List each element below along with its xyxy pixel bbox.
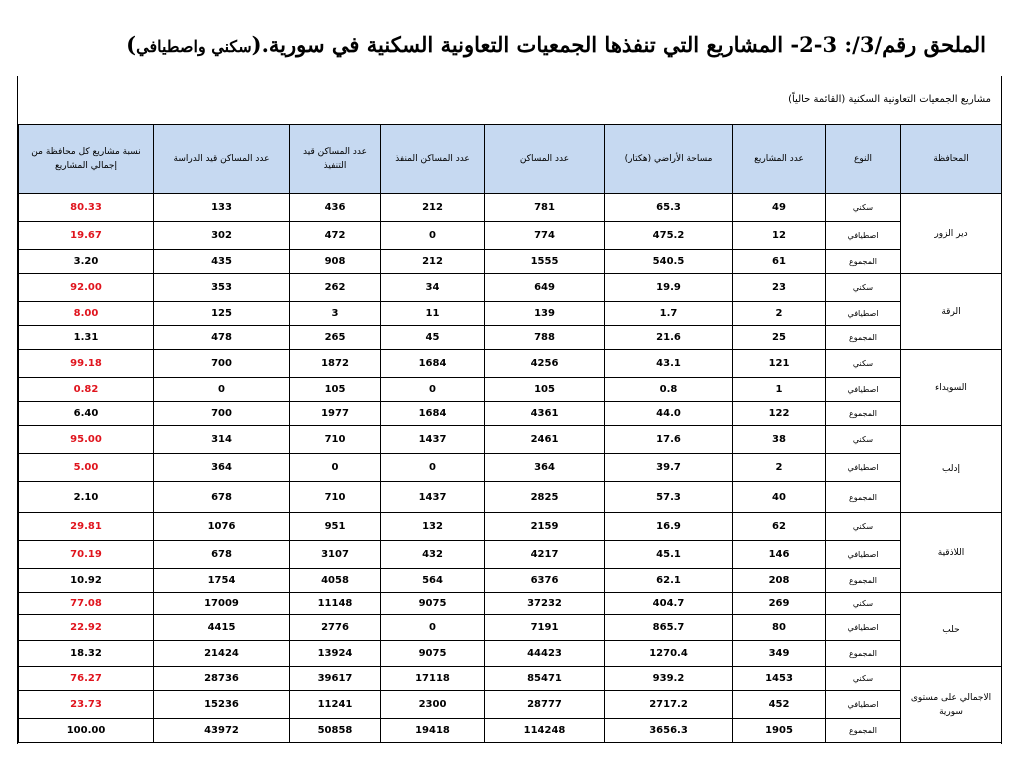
cell-inprog: 0	[290, 454, 381, 482]
cell-area: 1270.4	[605, 641, 733, 667]
cell-done: 17118	[381, 667, 485, 691]
cell-done: 212	[381, 194, 485, 222]
cell-inprog: 4058	[290, 569, 381, 593]
cell-projects: 1453	[733, 667, 826, 691]
header-area: مساحة الأراضي (هكتار)	[605, 125, 733, 194]
cell-percent: 2.10	[19, 482, 154, 513]
cell-projects: 38	[733, 426, 826, 454]
page-title	[26, 32, 986, 57]
cell-area: 43.1	[605, 350, 733, 378]
cell-percent: 76.27	[19, 667, 154, 691]
header-gov: المحافظة	[901, 125, 1002, 194]
cell-homes: 6376	[485, 569, 605, 593]
header-percent: نسبة مشاريع كل محافظة من إجمالي المشاريع	[19, 125, 154, 194]
table-row	[19, 426, 1002, 454]
cell-homes: 85471	[485, 667, 605, 691]
cell-inprog: 472	[290, 222, 381, 250]
cell-done: 0	[381, 454, 485, 482]
cell-percent: 0.82	[19, 378, 154, 402]
cell-area: 57.3	[605, 482, 733, 513]
cell-type: المجموع	[826, 569, 901, 593]
cell-percent: 23.73	[19, 691, 154, 719]
header-projects: عدد المشاريع	[733, 125, 826, 194]
cell-projects: 269	[733, 593, 826, 615]
cell-percent: 3.20	[19, 250, 154, 274]
cell-projects: 2	[733, 302, 826, 326]
cell-done: 564	[381, 569, 485, 593]
table-row	[19, 719, 1002, 743]
cell-percent: 77.08	[19, 593, 154, 615]
cell-type: اصطيافي	[826, 615, 901, 641]
table-row	[19, 378, 1002, 402]
cell-inprog: 105	[290, 378, 381, 402]
header-homes: عدد المساكن	[485, 125, 605, 194]
cell-done: 2300	[381, 691, 485, 719]
cell-inprog: 262	[290, 274, 381, 302]
table-row	[19, 302, 1002, 326]
cell-study: 700	[154, 350, 290, 378]
cell-inprog: 39617	[290, 667, 381, 691]
cell-percent: 18.32	[19, 641, 154, 667]
cell-percent: 8.00	[19, 302, 154, 326]
cell-study: 28736	[154, 667, 290, 691]
cell-homes: 7191	[485, 615, 605, 641]
title-main: الملحق رقم/3/: 3-2- المشاريع التي تنفذها الجمعيات التعاونية السكنية في سورية.(	[251, 32, 986, 57]
cell-type: سكني	[826, 274, 901, 302]
cell-study: 678	[154, 482, 290, 513]
cell-study: 364	[154, 454, 290, 482]
table-row	[19, 402, 1002, 426]
cell-projects: 349	[733, 641, 826, 667]
cell-percent: 10.92	[19, 569, 154, 593]
cell-study: 21424	[154, 641, 290, 667]
cell-homes: 781	[485, 194, 605, 222]
cell-done: 0	[381, 615, 485, 641]
table-row	[19, 350, 1002, 378]
cell-inprog: 908	[290, 250, 381, 274]
cell-projects: 61	[733, 250, 826, 274]
cell-type: اصطيافي	[826, 302, 901, 326]
projects-table	[18, 124, 1002, 743]
cell-inprog: 2776	[290, 615, 381, 641]
cell-projects: 121	[733, 350, 826, 378]
cell-study: 43972	[154, 719, 290, 743]
cell-done: 212	[381, 250, 485, 274]
cell-done: 1684	[381, 402, 485, 426]
cell-type: اصطيافي	[826, 222, 901, 250]
cell-area: 45.1	[605, 541, 733, 569]
cell-area: 939.2	[605, 667, 733, 691]
cell-projects: 80	[733, 615, 826, 641]
cell-percent: 80.33	[19, 194, 154, 222]
cell-study: 0	[154, 378, 290, 402]
cell-homes: 105	[485, 378, 605, 402]
cell-area: 39.7	[605, 454, 733, 482]
cell-area: 865.7	[605, 615, 733, 641]
cell-study: 133	[154, 194, 290, 222]
cell-inprog: 710	[290, 426, 381, 454]
cell-inprog: 1872	[290, 350, 381, 378]
cell-area: 65.3	[605, 194, 733, 222]
cell-homes: 649	[485, 274, 605, 302]
cell-study: 15236	[154, 691, 290, 719]
cell-homes: 1555	[485, 250, 605, 274]
table-row	[19, 222, 1002, 250]
cell-projects: 122	[733, 402, 826, 426]
cell-percent: 95.00	[19, 426, 154, 454]
sheet	[17, 76, 1002, 744]
cell-projects: 208	[733, 569, 826, 593]
cell-study: 302	[154, 222, 290, 250]
table-row	[19, 615, 1002, 641]
cell-done: 0	[381, 378, 485, 402]
cell-done: 1684	[381, 350, 485, 378]
cell-homes: 4217	[485, 541, 605, 569]
cell-study: 700	[154, 402, 290, 426]
table-row	[19, 194, 1002, 222]
cell-type: المجموع	[826, 326, 901, 350]
cell-type: اصطيافي	[826, 454, 901, 482]
cell-type: المجموع	[826, 641, 901, 667]
header-done: عدد المساكن المنفذ	[381, 125, 485, 194]
title-small: سكني واصطيافي	[136, 37, 252, 56]
cell-type: اصطيافي	[826, 691, 901, 719]
cell-projects: 40	[733, 482, 826, 513]
cell-inprog: 265	[290, 326, 381, 350]
cell-type: سكني	[826, 426, 901, 454]
cell-area: 19.9	[605, 274, 733, 302]
cell-homes: 114248	[485, 719, 605, 743]
table-row	[19, 569, 1002, 593]
cell-type: المجموع	[826, 402, 901, 426]
cell-area: 16.9	[605, 513, 733, 541]
table-body	[19, 194, 1002, 743]
cell-percent: 5.00	[19, 454, 154, 482]
cell-percent: 6.40	[19, 402, 154, 426]
cell-percent: 92.00	[19, 274, 154, 302]
cell-type: المجموع	[826, 719, 901, 743]
cell-gov: الرقة	[901, 274, 1002, 350]
cell-done: 19418	[381, 719, 485, 743]
cell-type: سكني	[826, 667, 901, 691]
cell-done: 45	[381, 326, 485, 350]
cell-study: 1076	[154, 513, 290, 541]
table-row	[19, 667, 1002, 691]
cell-study: 353	[154, 274, 290, 302]
cell-area: 540.5	[605, 250, 733, 274]
cell-gov: دير الزور	[901, 194, 1002, 274]
cell-area: 44.0	[605, 402, 733, 426]
cell-done: 11	[381, 302, 485, 326]
cell-area: 2717.2	[605, 691, 733, 719]
cell-done: 9075	[381, 641, 485, 667]
cell-inprog: 1977	[290, 402, 381, 426]
cell-inprog: 11148	[290, 593, 381, 615]
cell-study: 4415	[154, 615, 290, 641]
cell-gov: حلب	[901, 593, 1002, 667]
cell-inprog: 3107	[290, 541, 381, 569]
cell-percent: 70.19	[19, 541, 154, 569]
cell-study: 1754	[154, 569, 290, 593]
table-subtitle: مشاريع الجمعيات التعاونية السكنية (القائمة حالياً)	[788, 94, 991, 105]
cell-gov: اللاذقية	[901, 513, 1002, 593]
table-row	[19, 641, 1002, 667]
cell-homes: 2461	[485, 426, 605, 454]
cell-study: 314	[154, 426, 290, 454]
cell-projects: 452	[733, 691, 826, 719]
cell-done: 132	[381, 513, 485, 541]
cell-percent: 100.00	[19, 719, 154, 743]
cell-homes: 364	[485, 454, 605, 482]
cell-projects: 146	[733, 541, 826, 569]
cell-done: 1437	[381, 426, 485, 454]
cell-inprog: 50858	[290, 719, 381, 743]
cell-percent: 29.81	[19, 513, 154, 541]
cell-percent: 99.18	[19, 350, 154, 378]
table-row	[19, 593, 1002, 615]
cell-area: 1.7	[605, 302, 733, 326]
cell-homes: 139	[485, 302, 605, 326]
cell-projects: 1905	[733, 719, 826, 743]
cell-projects: 49	[733, 194, 826, 222]
table-row	[19, 691, 1002, 719]
cell-homes: 37232	[485, 593, 605, 615]
cell-homes: 2825	[485, 482, 605, 513]
cell-projects: 12	[733, 222, 826, 250]
cell-area: 21.6	[605, 326, 733, 350]
table-row	[19, 274, 1002, 302]
cell-projects: 2	[733, 454, 826, 482]
header-type: النوع	[826, 125, 901, 194]
cell-homes: 788	[485, 326, 605, 350]
cell-area: 3656.3	[605, 719, 733, 743]
title-end: )	[126, 32, 137, 57]
table-row	[19, 250, 1002, 274]
cell-area: 0.8	[605, 378, 733, 402]
cell-homes: 4256	[485, 350, 605, 378]
cell-homes: 28777	[485, 691, 605, 719]
cell-inprog: 951	[290, 513, 381, 541]
cell-homes: 2159	[485, 513, 605, 541]
cell-gov: إدلب	[901, 426, 1002, 513]
cell-gov: السويداء	[901, 350, 1002, 426]
cell-type: اصطيافي	[826, 541, 901, 569]
cell-type: سكني	[826, 513, 901, 541]
cell-percent: 22.92	[19, 615, 154, 641]
cell-homes: 44423	[485, 641, 605, 667]
cell-type: سكني	[826, 350, 901, 378]
cell-area: 404.7	[605, 593, 733, 615]
cell-projects: 25	[733, 326, 826, 350]
cell-study: 435	[154, 250, 290, 274]
cell-type: سكني	[826, 593, 901, 615]
cell-inprog: 436	[290, 194, 381, 222]
cell-projects: 62	[733, 513, 826, 541]
cell-type: المجموع	[826, 482, 901, 513]
cell-type: اصطيافي	[826, 378, 901, 402]
cell-percent: 1.31	[19, 326, 154, 350]
cell-done: 1437	[381, 482, 485, 513]
table-row	[19, 541, 1002, 569]
cell-type: سكني	[826, 194, 901, 222]
cell-projects: 23	[733, 274, 826, 302]
cell-done: 34	[381, 274, 485, 302]
table-row	[19, 454, 1002, 482]
header-study: عدد المساكن قيد الدراسة	[154, 125, 290, 194]
cell-area: 62.1	[605, 569, 733, 593]
cell-inprog: 710	[290, 482, 381, 513]
cell-done: 0	[381, 222, 485, 250]
cell-inprog: 3	[290, 302, 381, 326]
cell-projects: 1	[733, 378, 826, 402]
cell-study: 125	[154, 302, 290, 326]
header-row	[19, 125, 1002, 194]
cell-homes: 774	[485, 222, 605, 250]
cell-study: 478	[154, 326, 290, 350]
cell-inprog: 13924	[290, 641, 381, 667]
cell-type: المجموع	[826, 250, 901, 274]
table-row	[19, 326, 1002, 350]
cell-percent: 19.67	[19, 222, 154, 250]
cell-inprog: 11241	[290, 691, 381, 719]
table-row	[19, 513, 1002, 541]
cell-study: 17009	[154, 593, 290, 615]
cell-study: 678	[154, 541, 290, 569]
cell-homes: 4361	[485, 402, 605, 426]
cell-done: 432	[381, 541, 485, 569]
cell-done: 9075	[381, 593, 485, 615]
cell-area: 17.6	[605, 426, 733, 454]
header-inprog: عدد المساكن قيد التنفيذ	[290, 125, 381, 194]
cell-gov: الاجمالي على مستوى سورية	[901, 667, 1002, 743]
table-row	[19, 482, 1002, 513]
cell-area: 475.2	[605, 222, 733, 250]
